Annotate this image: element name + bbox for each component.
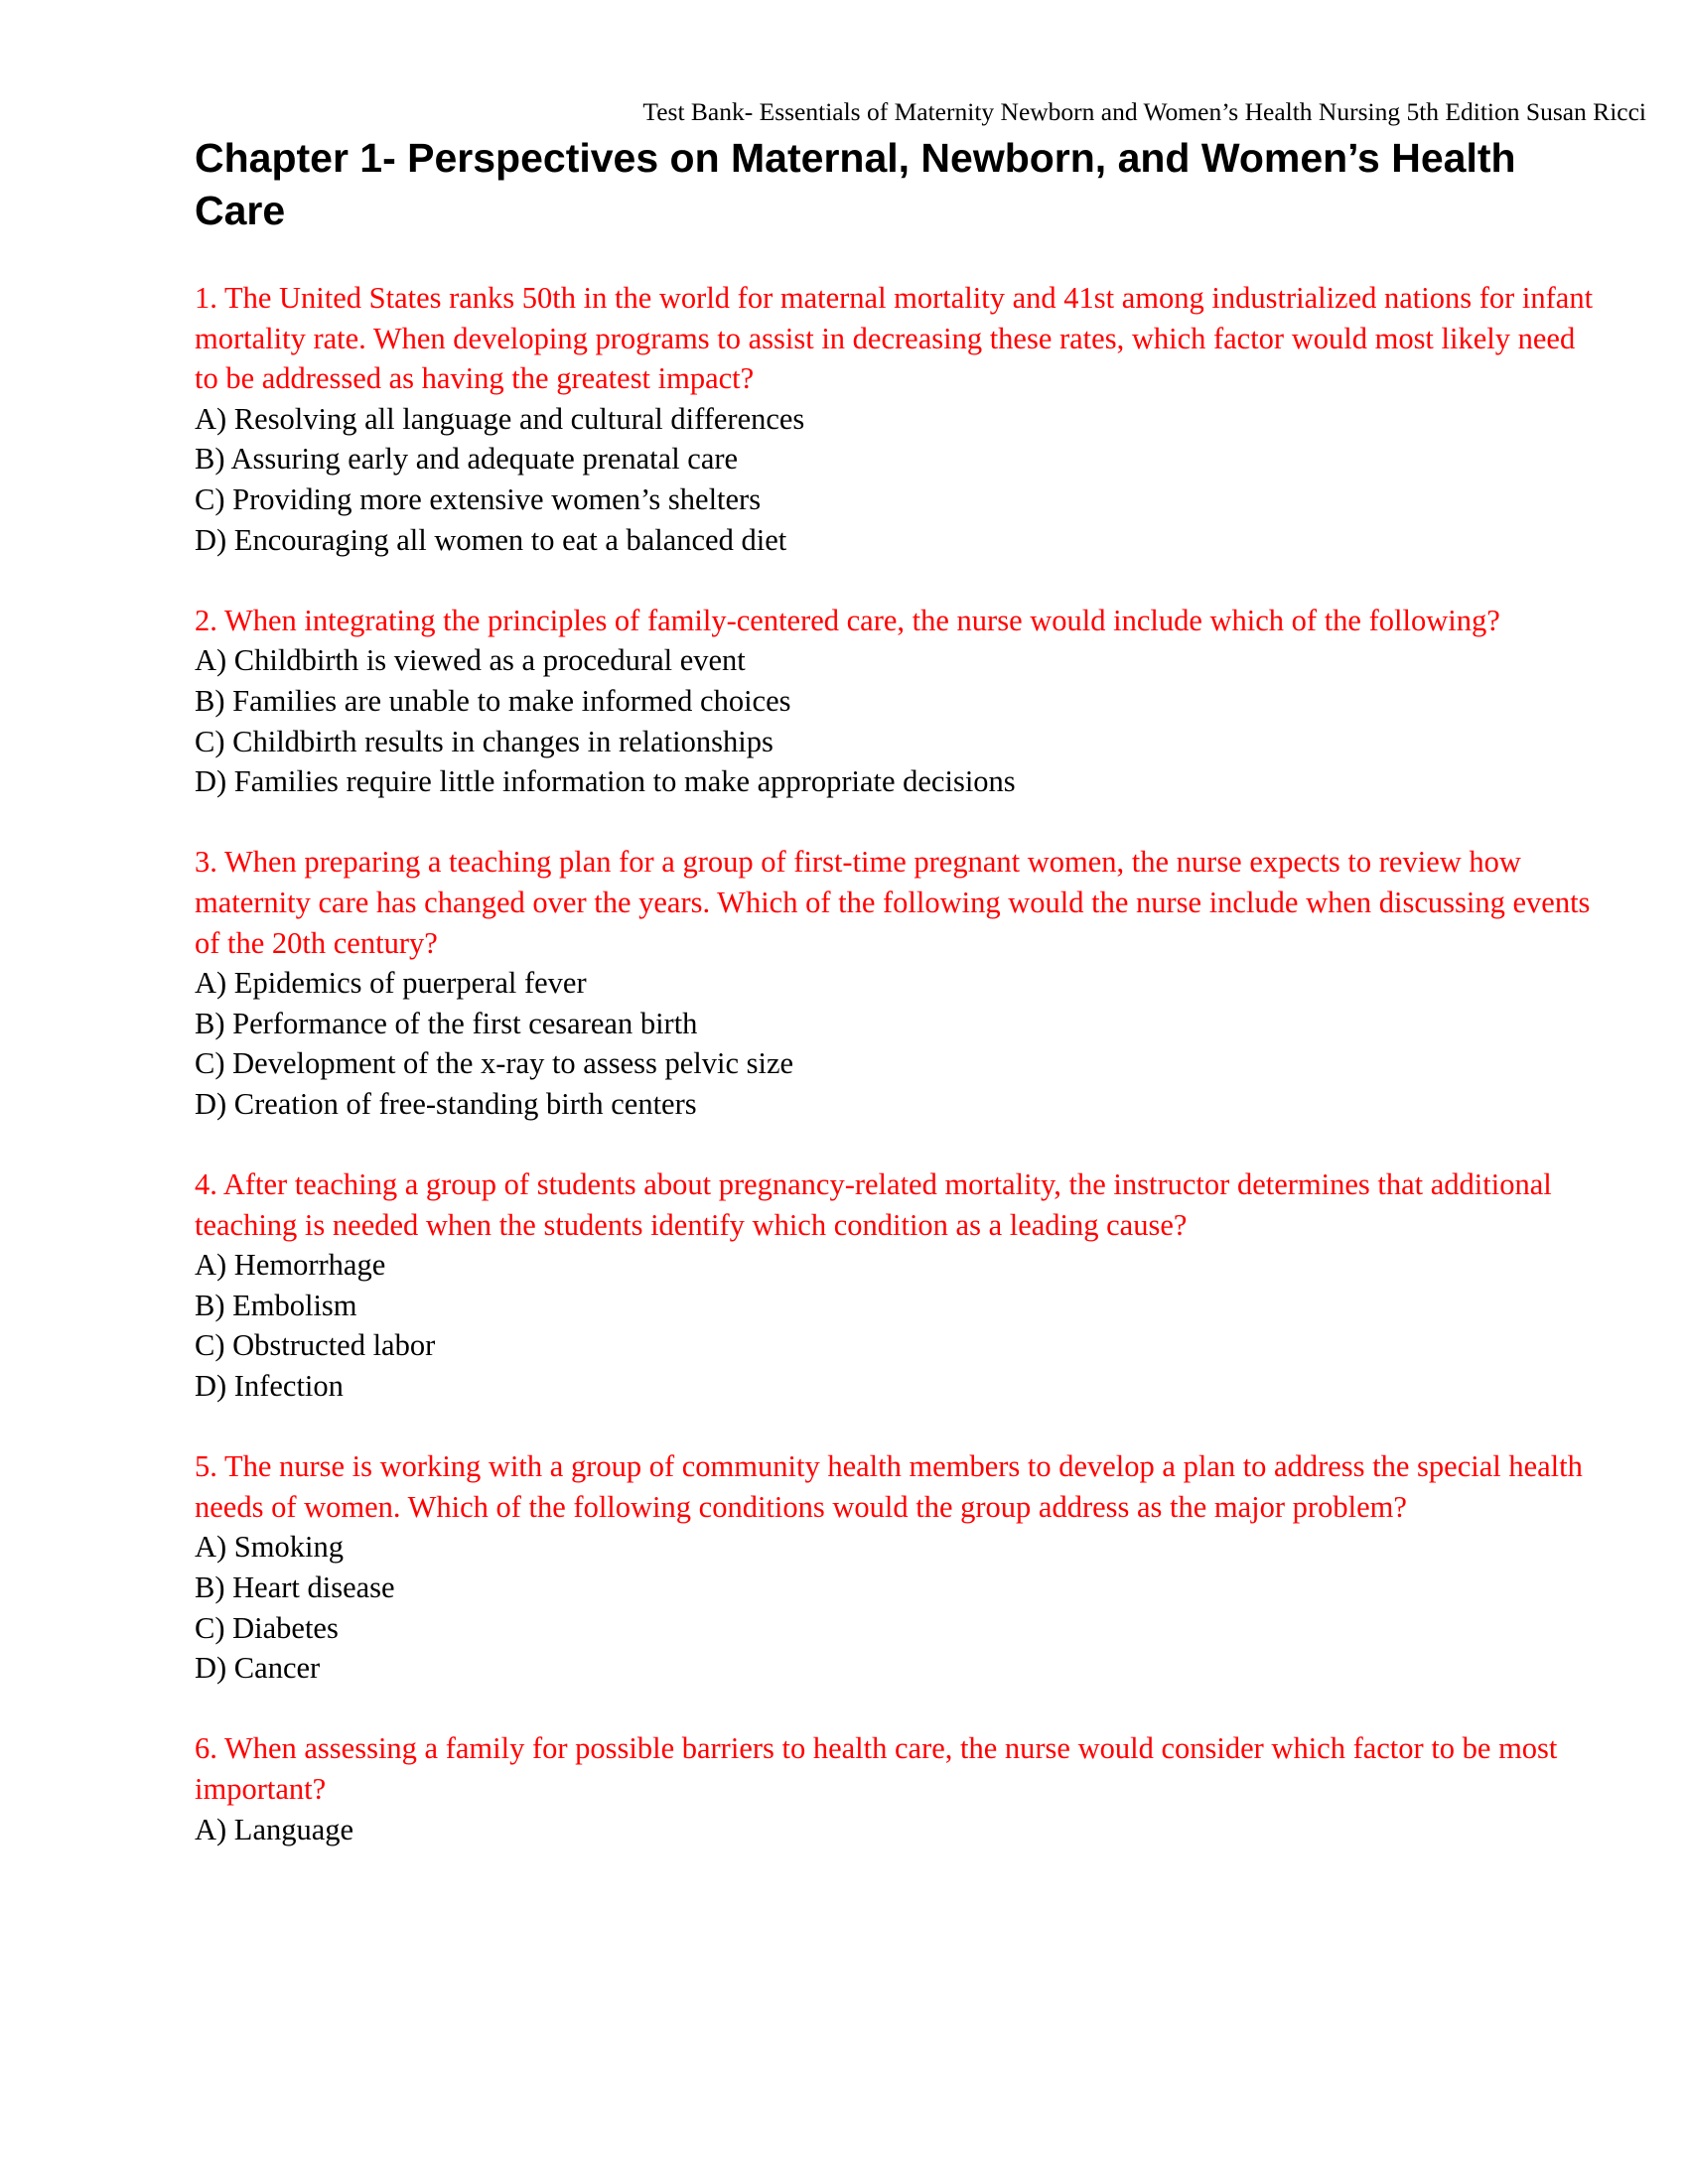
option-d: D) Cancer (195, 1651, 321, 1686)
question-list (195, 278, 1605, 1890)
option-d: D) Encouraging all women to eat a balanced diet (195, 522, 787, 557)
question-4 (195, 1164, 1605, 1407)
option-c: C) Providing more extensive women’s shelters (195, 481, 762, 516)
answer-options (195, 640, 1605, 801)
question-stem: 1. The United States ranks 50th in the world for maternal mortality and 41st among industrialized nations for infant mortality rate. When developing programs to assist in decreasing these rates, which factor would most likely need to be addressed as having the greatest impact? (195, 281, 1594, 396)
question-2 (195, 601, 1605, 802)
chapter-title: Chapter 1- Perspectives on Maternal, Newborn, and Women’s Health Care (195, 135, 1516, 233)
option-b: B) Performance of the first cesarean birth (195, 1006, 698, 1040)
option-b: B) Heart disease (195, 1570, 395, 1604)
option-a: A) Smoking (195, 1530, 344, 1565)
question-3 (195, 842, 1605, 1124)
answer-options (195, 399, 1605, 560)
option-c: C) Diabetes (195, 1610, 339, 1645)
question-stem: 3. When preparing a teaching plan for a group of first-time pregnant women, the nurse expects to review how maternity care has changed over the years. Which of the following would the nurse include when discussing events of the 20th century? (195, 845, 1591, 960)
option-b: B) Families are unable to make informed choices (195, 683, 791, 718)
option-b: B) Assuring early and adequate prenatal care (195, 442, 739, 477)
option-b: B) Embolism (195, 1288, 357, 1322)
answer-options (195, 1245, 1605, 1406)
option-a: A) Resolving all language and cultural differences (195, 401, 805, 436)
question-6 (195, 1728, 1605, 1849)
option-d: D) Families require little information to make appropriate decisions (195, 764, 1016, 799)
running-header: Test Bank- Essentials of Maternity Newborn and Women’s Health Nursing 5th Edition Susan Ricci (642, 97, 1646, 126)
option-c: C) Childbirth results in changes in relationships (195, 724, 774, 758)
option-c: C) Obstructed labor (195, 1328, 436, 1363)
option-c: C) Development of the x-ray to assess pelvic size (195, 1046, 794, 1081)
answer-options (195, 1527, 1605, 1688)
answer-options (195, 1810, 1605, 1850)
option-a: A) Epidemics of puerperal fever (195, 966, 587, 1001)
question-1 (195, 278, 1605, 560)
question-stem: 2. When integrating the principles of family-centered care, the nurse would include which of the following? (195, 603, 1500, 637)
option-d: D) Infection (195, 1369, 344, 1404)
option-d: D) Creation of free-standing birth centers (195, 1086, 697, 1121)
answer-options (195, 963, 1605, 1124)
question-5 (195, 1446, 1605, 1689)
question-stem: 6. When assessing a family for possible barriers to health care, the nurse would consider which factor to be most important? (195, 1731, 1558, 1806)
question-stem: 5. The nurse is working with a group of community health members to develop a plan to address the special health needs of women. Which of the following conditions would the group address as the major problem? (195, 1449, 1583, 1524)
question-stem: 4. After teaching a group of students about pregnancy-related mortality, the instructor determines that additional teaching is needed when the students identify which condition as a leading cause? (195, 1167, 1552, 1242)
option-a: A) Language (195, 1812, 354, 1846)
option-a: A) Hemorrhage (195, 1248, 386, 1283)
option-a: A) Childbirth is viewed as a procedural event (195, 643, 746, 678)
